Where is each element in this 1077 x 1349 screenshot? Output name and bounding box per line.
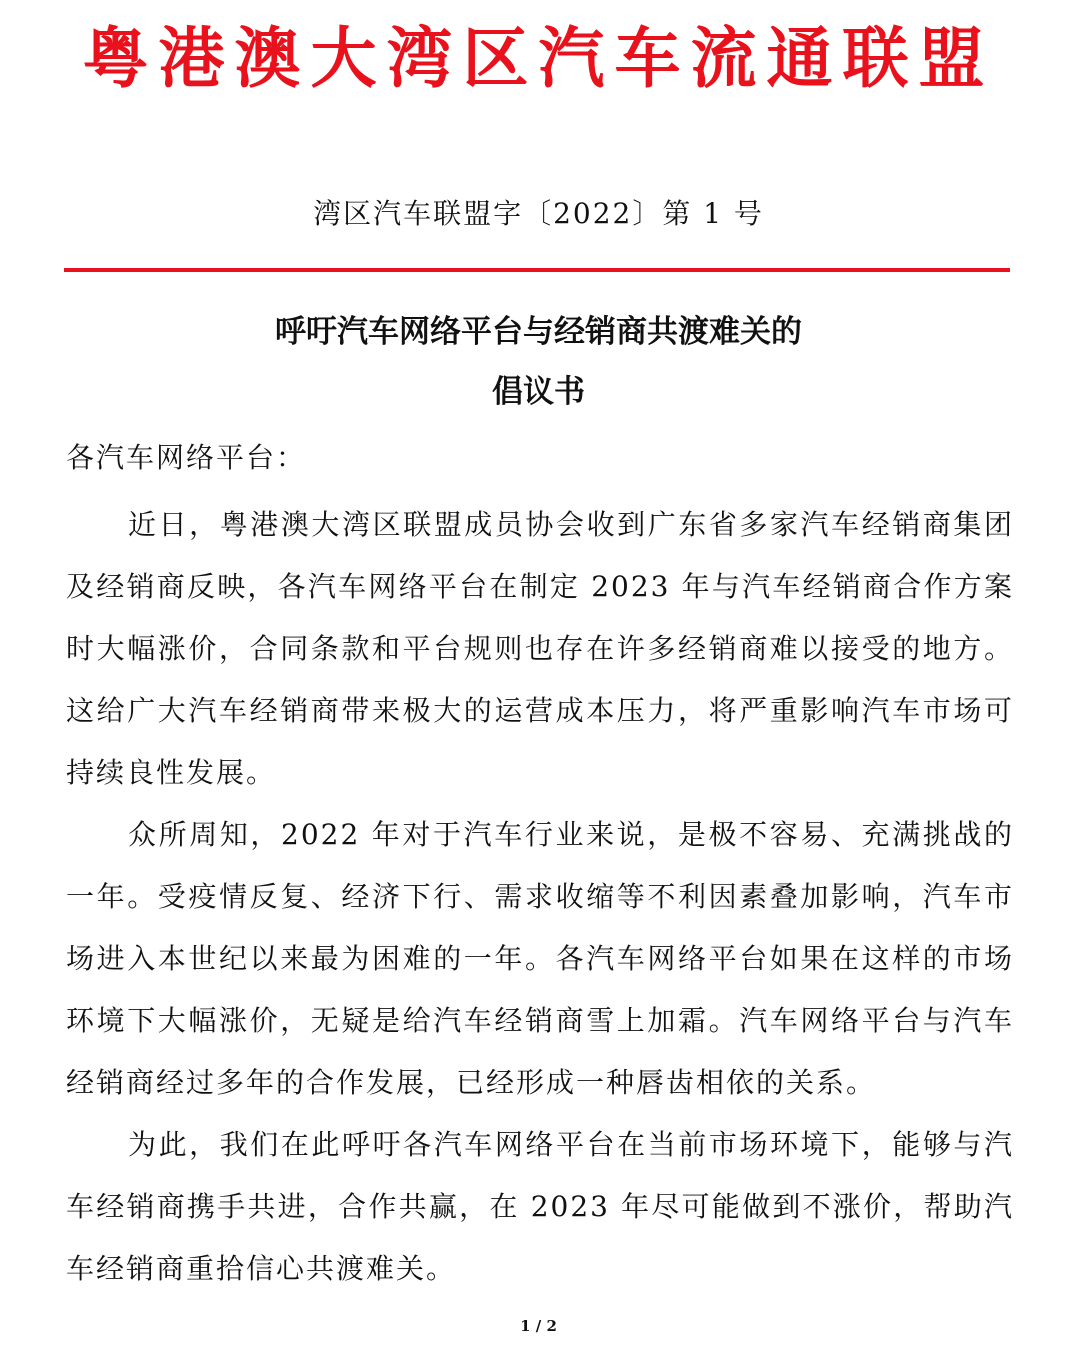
salutation: 各汽车网络平台： <box>66 441 307 474</box>
body-paragraph-2: 众所周知，2022 年对于汽车行业来说，是极不容易、充满挑战的一年。受疫情反复、经济下行、需求收缩等不利因素叠加影响，汽车市场进入本世纪以来最为困难的一年。各汽车网络平台如果在这样的市场环境下大幅涨价，无疑是给汽车经销商雪上加霜。汽车网络平台与汽车经销商经过多年的合作发展，已经形成一种唇齿相依的关系。 <box>66 818 1014 1099</box>
organization-header: 粤港澳大湾区汽车流通联盟 <box>82 19 995 97</box>
header-divider <box>64 268 1010 272</box>
document-title-line-1: 呼吁汽车网络平台与经销商共渡难关的 <box>275 314 802 350</box>
document-body <box>66 494 1014 1300</box>
document-title-line-2: 倡议书 <box>492 374 585 410</box>
document-number: 湾区汽车联盟字〔2022〕第 1 号 <box>313 197 764 230</box>
page-indicator: 1 / 2 <box>520 1317 557 1335</box>
body-paragraph-1: 近日，粤港澳大湾区联盟成员协会收到广东省多家汽车经销商集团及经销商反映，各汽车网络平台在制定 2023 年与汽车经销商合作方案时大幅涨价，合同条款和平台规则也存在许多经销商难以接受的地方。这给广大汽车经销商带来极大的运营成本压力，将严重影响汽车市场可持续良性发展。 <box>66 508 1014 789</box>
body-paragraph-3: 为此，我们在此呼吁各汽车网络平台在当前市场环境下，能够与汽车经销商携手共进，合作共赢，在 2023 年尽可能做到不涨价，帮助汽车经销商重拾信心共渡难关。 <box>66 1128 1014 1285</box>
